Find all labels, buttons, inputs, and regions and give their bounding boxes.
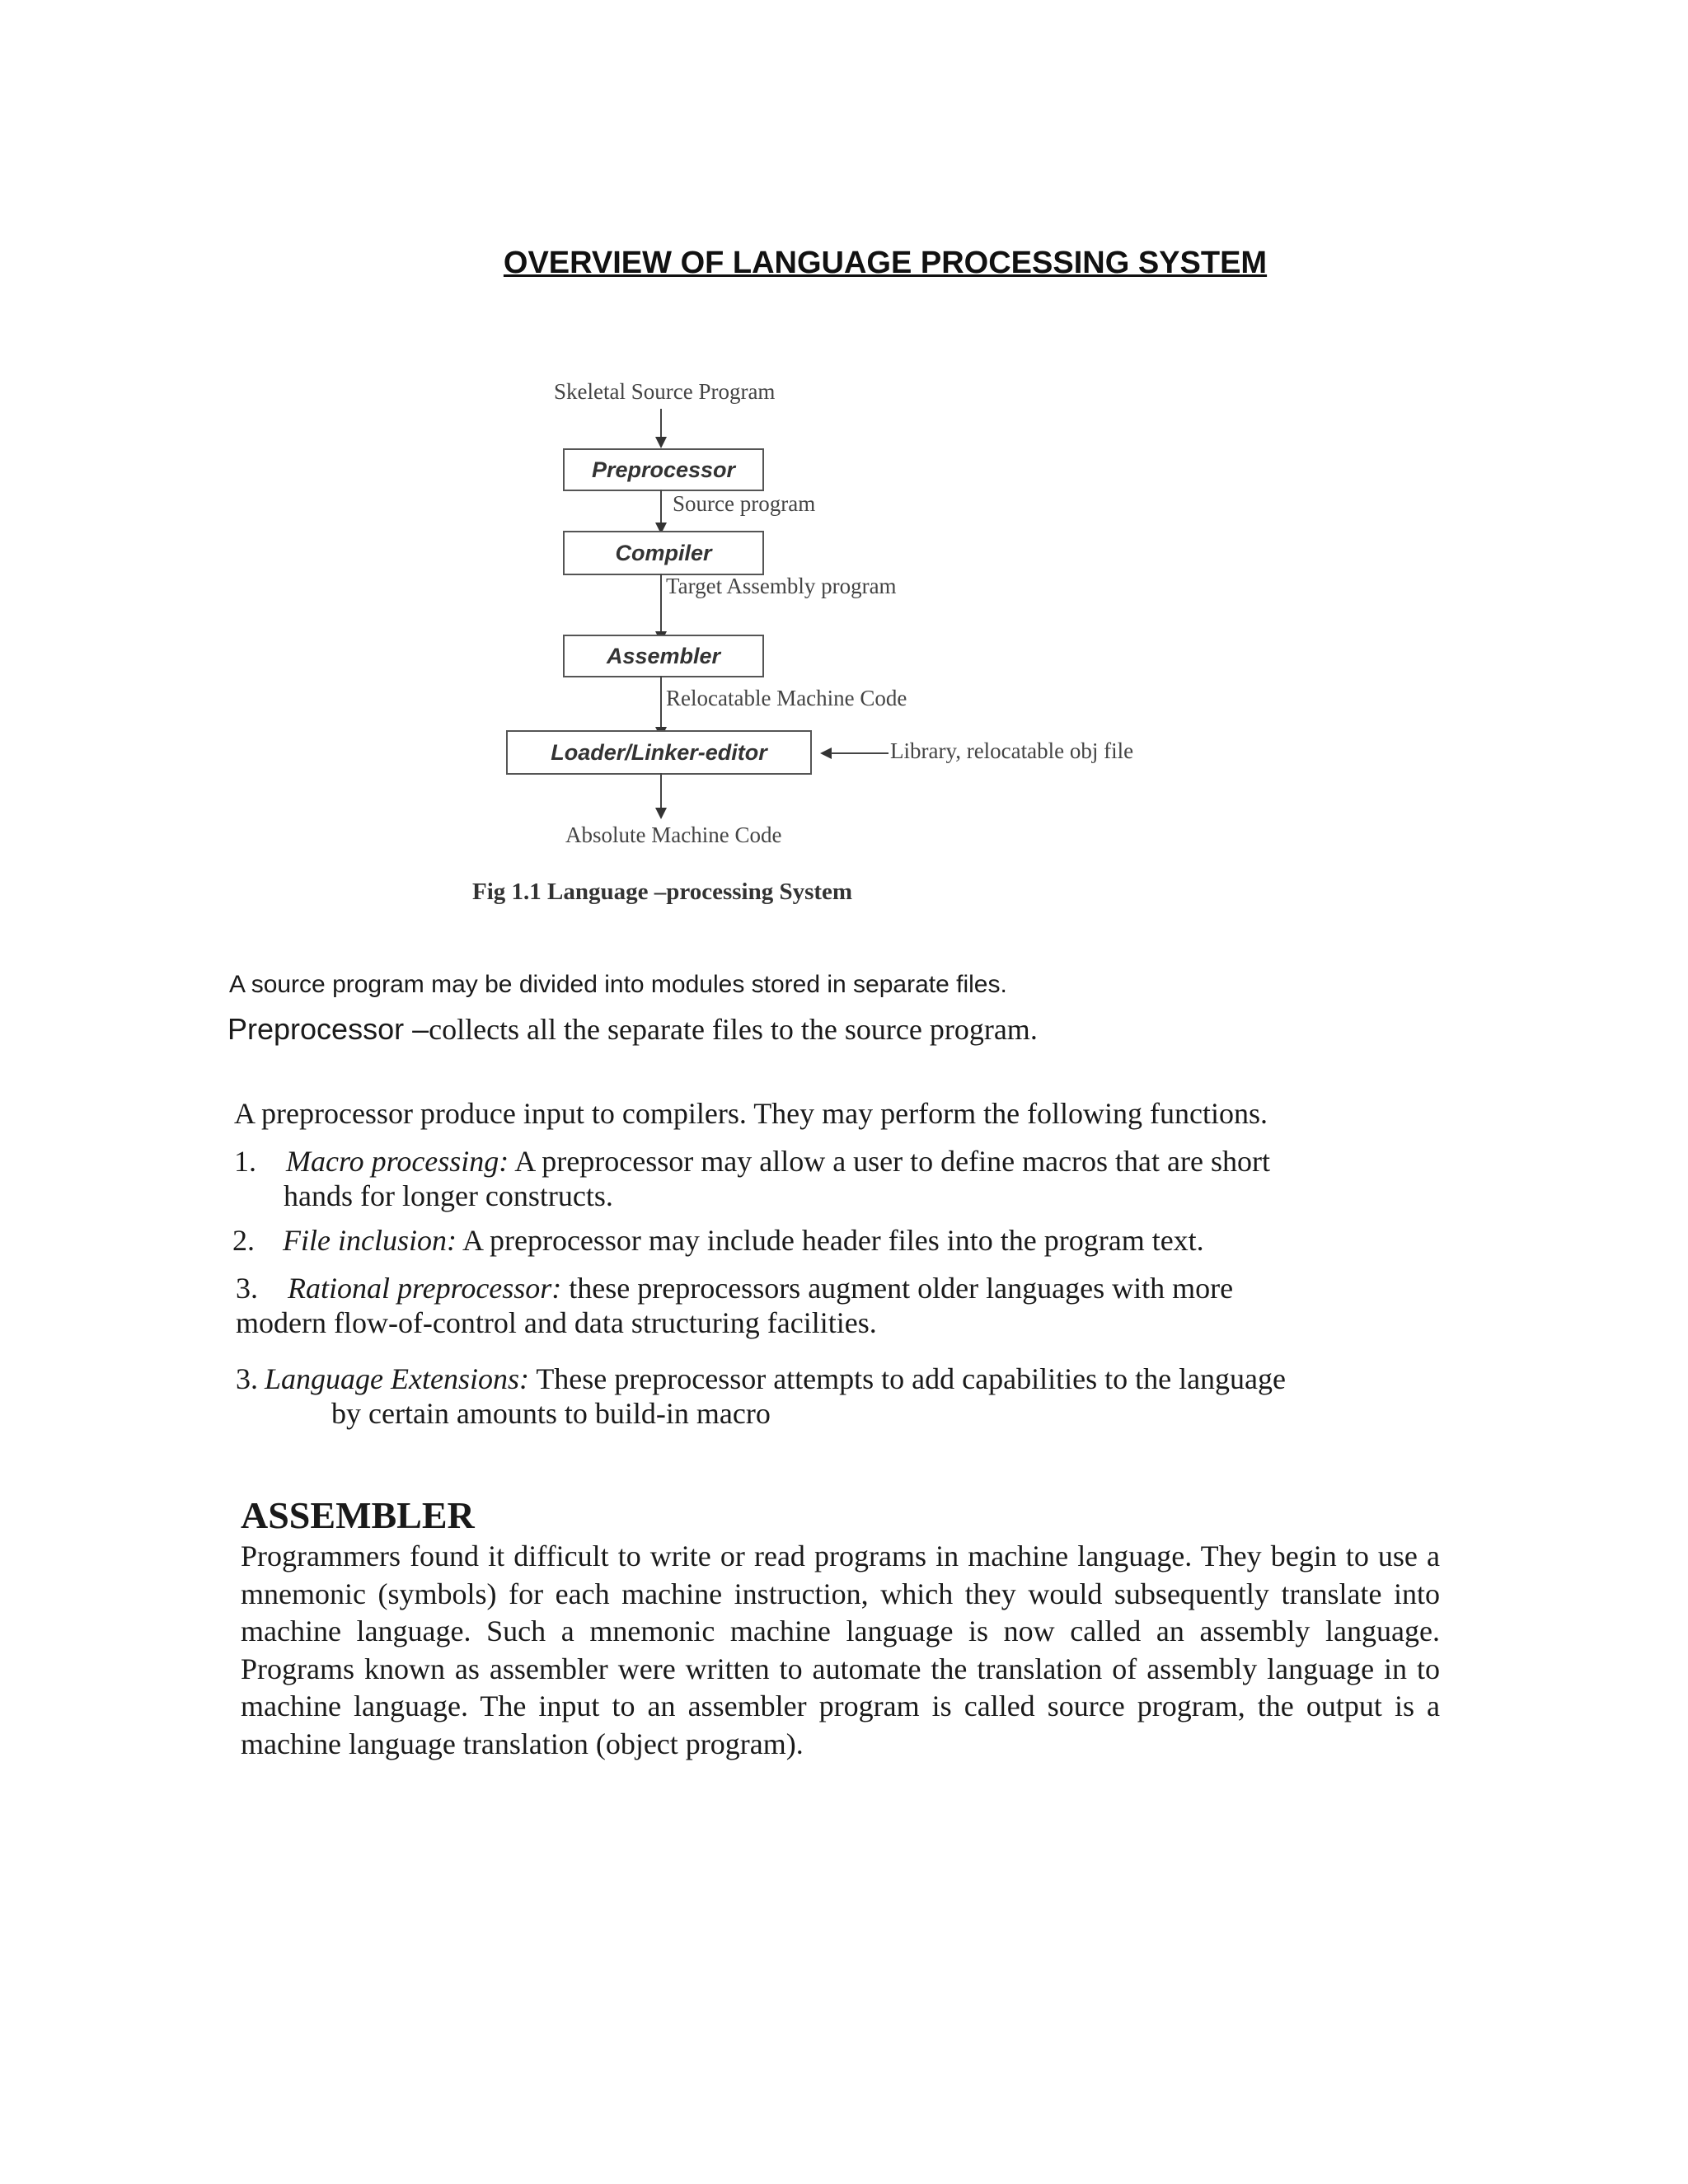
box-preprocessor: Preprocessor bbox=[563, 448, 764, 491]
list-item bbox=[234, 1144, 1270, 1179]
preprocessor-definition: collects all the separate files to the source program. bbox=[429, 1013, 1038, 1046]
list-term: Rational preprocessor: bbox=[288, 1272, 562, 1305]
intro-line: A source program may be divided into modules stored in separate files. bbox=[229, 971, 1007, 998]
list-item bbox=[232, 1223, 1204, 1258]
figure-caption: Fig 1.1 Language –processing System bbox=[472, 879, 853, 905]
list-continuation: hands for longer constructs. bbox=[284, 1179, 613, 1212]
section-heading-assembler: ASSEMBLER bbox=[241, 1494, 475, 1536]
list-text: A preprocessor may allow a user to define macros that are short bbox=[509, 1145, 1270, 1178]
list-number: 3. bbox=[236, 1272, 258, 1305]
list-term: Macro processing: bbox=[286, 1145, 509, 1178]
box-assembler: Assembler bbox=[563, 635, 764, 677]
edge-label-target-assembly: Target Assembly program bbox=[666, 574, 897, 598]
list-term: Language Extensions: bbox=[265, 1362, 529, 1395]
page-title: OVERVIEW OF LANGUAGE PROCESSING SYSTEM bbox=[503, 246, 1268, 280]
list-number: 3. bbox=[236, 1362, 258, 1395]
arrow-head-left bbox=[820, 748, 832, 759]
list-text: A preprocessor may include header files into the program text. bbox=[456, 1224, 1204, 1257]
arrow-head bbox=[655, 808, 667, 819]
list-item bbox=[236, 1361, 1286, 1396]
diagram-input-label: Skeletal Source Program bbox=[554, 379, 776, 404]
preprocessor-lead: A preprocessor produce input to compilers. They may perform the following functions. bbox=[234, 1097, 1268, 1130]
diagram-output-label: Absolute Machine Code bbox=[565, 823, 782, 847]
box-loader-linker: Loader/Linker-editor bbox=[506, 730, 812, 775]
arrow-head bbox=[655, 437, 667, 448]
list-text: These preprocessor attempts to add capabilities to the language bbox=[528, 1362, 1287, 1395]
edge-label-source-program: Source program bbox=[673, 491, 816, 516]
list-number: 2. bbox=[232, 1224, 255, 1257]
list-term: File inclusion: bbox=[283, 1224, 457, 1257]
list-item bbox=[236, 1271, 1233, 1305]
list-number: 1. bbox=[234, 1145, 256, 1178]
list-continuation: by certain amounts to build-in macro bbox=[331, 1397, 771, 1430]
arrow-line bbox=[660, 773, 662, 811]
arrow-line bbox=[831, 752, 889, 754]
intro-preprocessor-line bbox=[227, 1012, 1038, 1047]
arrow-line bbox=[660, 574, 662, 635]
preprocessor-term: Preprocessor – bbox=[227, 1012, 429, 1046]
assembler-paragraph: Programmers found it difficult to write or read programs in machine language. They begin to use a mnemonic (symbols) for each machine instruction, which they would subsequently translate into machine language. Such a mnemonic machine language is now called an assembly language. Programs known as assembler were written to automate the translation of assembly language in to machine language. The input to an assembler program is called source program, the output is a machine language translation (object program). bbox=[241, 1540, 1440, 1760]
arrow-line bbox=[660, 409, 662, 440]
arrow-line bbox=[660, 676, 662, 730]
side-input-label: Library, relocatable obj file bbox=[890, 738, 1134, 763]
edge-label-relocatable: Relocatable Machine Code bbox=[666, 686, 907, 710]
arrow-line bbox=[660, 490, 662, 526]
list-continuation: modern flow-of-control and data structuring facilities. bbox=[236, 1306, 877, 1339]
list-text: these preprocessors augment older languages with more bbox=[561, 1272, 1234, 1305]
box-compiler: Compiler bbox=[563, 531, 764, 575]
